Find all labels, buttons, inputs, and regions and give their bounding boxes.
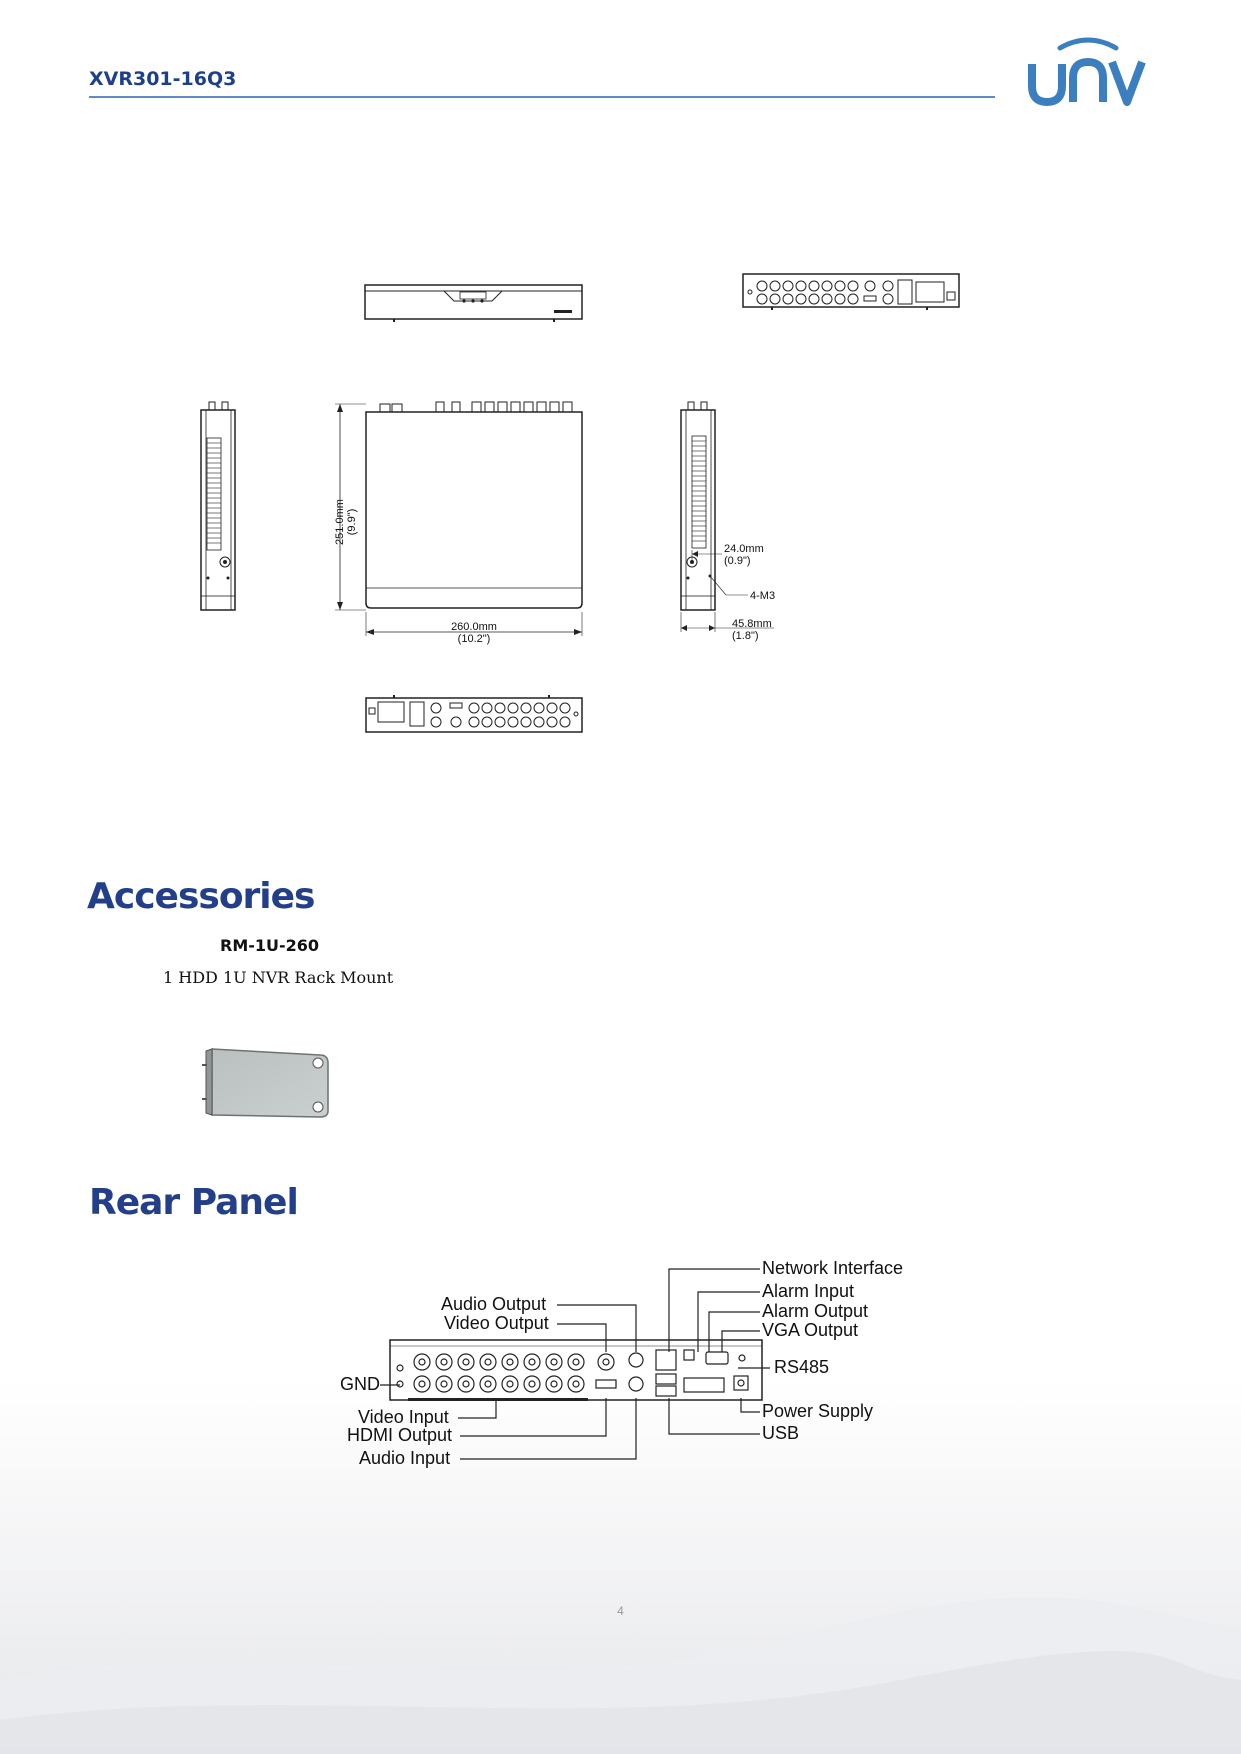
accessory-description: 1 HDD 1U NVR Rack Mount [163,968,394,987]
label-power-supply: Power Supply [762,1401,874,1421]
screw-label: 4-M3 [750,590,776,602]
accessory-model: RM-1U-260 [220,936,320,955]
width-in: (10.2") [457,633,491,645]
width-mm: 260.0mm [451,621,497,633]
foot-in: (0.9") [724,555,751,567]
label-hdmi-output: HDMI Output [347,1425,453,1445]
page-number: 4 [617,1604,624,1618]
depth-mm: 45.8mm [732,618,772,630]
label-video-input: Video Input [358,1407,449,1427]
accessories-title: Accessories [87,876,315,917]
label-audio-output: Audio Output [441,1294,547,1314]
label-alarm-input: Alarm Input [762,1281,855,1301]
label-alarm-output: Alarm Output [762,1301,869,1321]
label-network-interface: Network Interface [762,1258,904,1278]
rear-panel-title: Rear Panel [89,1182,298,1223]
label-gnd: GND [340,1374,380,1394]
foot-mm: 24.0mm [724,543,764,555]
label-audio-input: Audio Input [359,1448,451,1468]
height-in: (9.9") [346,508,358,536]
depth-in: (1.8") [732,630,759,642]
label-vga-output: VGA Output [762,1320,859,1340]
label-video-output: Video Output [444,1313,549,1333]
height-mm: 251.0mm [334,499,346,545]
label-usb: USB [762,1423,800,1443]
label-rs485: RS485 [774,1357,830,1377]
model-title: XVR301-16Q3 [89,68,237,90]
